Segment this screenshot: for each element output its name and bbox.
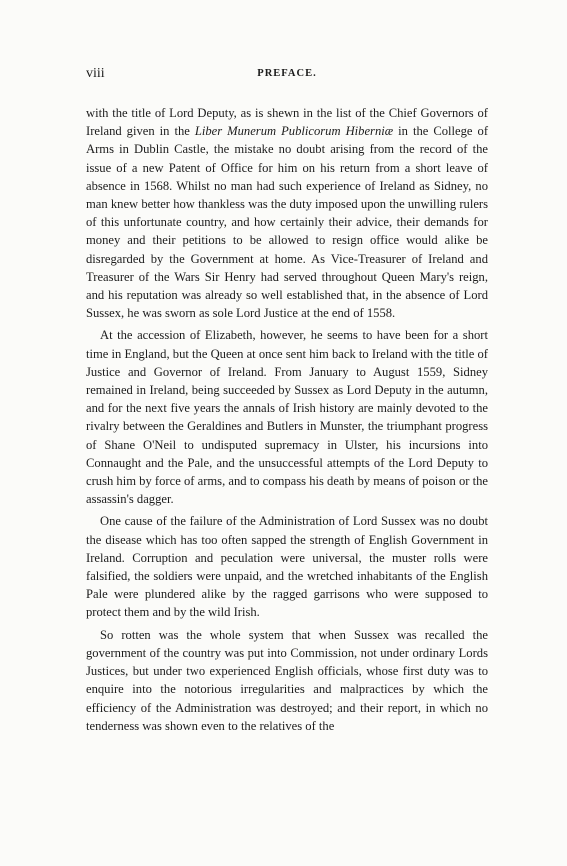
paragraph-text: So rotten was the whole system that when Sussex was recalled the government of the country was put into Commission, not under ordinary Lords Justices, but under two experienced English officials, whose first duty was to enquire into the notorious irregularities and malpractices by which the efficiency of the Administration was destroyed; and their report, in which no tenderness was shown even to the relatives of the [86, 627, 488, 733]
paragraph [86, 104, 488, 322]
body-text [86, 104, 488, 739]
paragraph-text: One cause of the failure of the Administration of Lord Sussex was no doubt the disease which has too often sapped the strength of English Government in Ireland. Corruption and peculation were universal, the muster rolls were falsified, the soldiers were unpaid, and the wretched inhabitants of the English Pale were plundered alike by the ragged garrisons who were supposed to protect them and by the wild Irish. [86, 514, 488, 620]
paragraph-text: At the accession of Elizabeth, however, he seems to have been for a short time in England, but the Queen at once sent him back to Ireland with the title of Justice and Governor of Ireland. From January to August 1559, Sidney remained in Ireland, being succeeded by Sussex as Lord Deputy in the autumn, and for the next five years the annals of Irish history are mainly devoted to the rivalry between the Geraldines and Butlers in Munster, the triumphant progress of Shane O'Neil to undisputed supremacy in Ulster, his incursions into Connaught and the Pale, and the unsuccessful attempts of the Lord Deputy to crush him by force of arms, and to compass his death by means of poison or the assassin's dagger. [86, 328, 488, 507]
italic-title: Liber Munerum Publicorum Hiberniæ [194, 124, 394, 139]
paragraph [86, 326, 488, 508]
page-header [86, 66, 488, 86]
page-number: viii [86, 66, 105, 81]
paragraph [86, 512, 488, 621]
paragraph [86, 626, 488, 735]
running-head: PREFACE. [257, 68, 317, 79]
paragraph-text: in the College of Arms in Dublin Castle, the mistake no doubt arising from the record of the issue of a new Patent of Office for him on his return from a short leave of absence in 1568. Whilst no man had such experience of Ireland as Sidney, no man knew better how thankless was the duty imposed upon the unwilling rulers of this unfortunate country, and how certainly their advice, their demands for money and their petitions to be allowed to resign office would alike be disregarded by the Government at home. As Vice-Treasurer of Ireland and Treasurer of the Wars Sir Henry had served throughout Queen Mary's reign, and his reputation was already so well established that, in the absence of Lord Sussex, he was sworn as sole Lord Justice at the end of 1558. [86, 124, 489, 321]
paragraph-text: with the title of Lord Deputy, as is shewn in the list of the Chief Governors of Ireland given in the [86, 106, 488, 139]
